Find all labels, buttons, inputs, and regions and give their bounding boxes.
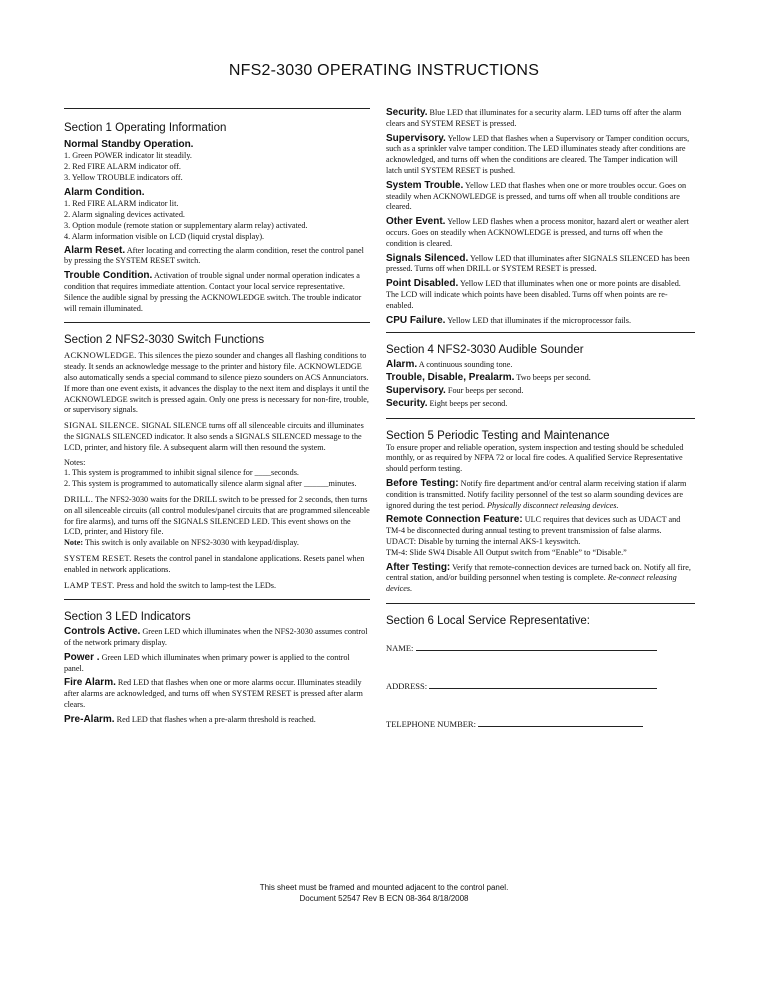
system-reset-paragraph [64,553,370,576]
telephone-blank-line[interactable] [478,718,643,727]
led-term: Security. [386,107,428,118]
system-reset-text: Resets the control panel in standalone applications. Resets panel when enabled in network applications. [64,553,365,574]
address-blank-line[interactable] [429,680,657,689]
divider [386,332,695,333]
led-term: Signals Silenced. [386,252,469,264]
divider [386,603,695,604]
left-column [64,108,370,730]
signal-silence-text: SIGNAL SILENCE turns off all silenceable circuits and illuminates the SIGNALS SILENCED indicator. It also sends a SIGNALS SILENCED message to the LCD, printer, and history file. A subsequent alarm will then resound the system. [64,421,364,452]
led-item [64,653,370,675]
after-testing-text: Verify that remote-connection devices are turned back on. Notify all fire, central station, and/or building personnel when testing is complete. [386,562,691,583]
signal-silence-term: SIGNAL SILENCE. [64,420,140,431]
drill-note [64,538,370,549]
before-testing-paragraph [386,479,695,511]
led-term: Supervisory. [386,132,446,144]
section-3-title: Section 3 LED Indicators [64,611,191,624]
list-item: 2. Red FIRE ALARM indicator off. [64,161,181,171]
alarm-reset-term: Alarm Reset. [64,244,126,256]
led-item [386,134,695,177]
led-text: Yellow LED that flashes when a Supervisory or Tamper condition occurs, such as a sprinkler valve tamper condition. The LED illuminates steady after conditions are acknowledged, and turns off when the conditions are cleared. The Tamper indication will latch until SYSTEM RESET is pushed. [386,133,690,175]
sounder-term: Trouble, Disable, Prealarm. [386,372,515,384]
address-label: ADDRESS: [386,680,428,691]
note-item: 1. This system is programmed to inhibit signal silence for ____seconds. [64,468,299,478]
sounder-text: A continuous sounding tone. [418,360,513,370]
lamp-test-text: Press and hold the switch to lamp-test the LEDs. [116,580,277,590]
alarm-reset-paragraph [64,246,370,268]
name-field[interactable] [386,642,695,654]
sounder-item [386,399,695,410]
list-item: 3. Option module (remote station or supplementary alarm relay) activated. [64,220,308,230]
led-term: Fire Alarm. [64,677,116,689]
divider [64,108,370,109]
sounder-term: Security. [386,397,428,409]
led-term: Controls Active. [64,626,141,638]
telephone-field[interactable] [386,718,695,730]
acknowledge-paragraph [64,350,370,416]
notes-label: Notes: [64,457,86,467]
acknowledge-text: This silences the piezo sounder and changes all flashing conditions to steady. It sends an acknowledge message to the printer and history file. ACKNOWLEDGE also automatically sends a special command to silence piezo sounders on ACS Annunciators. If more than one event exists, it advances the display to the next item and displays it until the ACKNOWLEDGE switch is pressed again. Only one press is necessary for non-fire, trouble, or supervisory signals. [64,351,369,415]
alarm-reset-text: After locating and correcting the alarm condition, reset the control panel by pressing the SYSTEM RESET switch. [64,245,364,266]
trouble-condition-paragraph [64,271,370,314]
led-item [64,627,370,649]
trouble-condition-term: Trouble Condition. [64,270,153,282]
footer [0,882,768,904]
udact-line: UDACT: Disable by turning the internal AKS-1 keyswitch. [386,536,581,546]
led-item [64,715,370,726]
led-text: Yellow LED that flashes when one or more troubles occur. Goes on steadily when ACKNOWLEDGE is pressed, and turns off when all trouble conditions are cleared. [386,180,687,212]
led-item [386,316,695,327]
led-item [386,254,695,276]
drill-paragraph [64,494,370,538]
testing-intro: To ensure proper and reliable operation, system inspection and testing should be scheduled monthly, or as required by NFPA 72 or local fire codes. A qualified Service Representative should perform testing. [386,442,684,474]
footer-line-1: This sheet must be framed and mounted adjacent to the control panel. [259,883,509,892]
divider [64,322,370,323]
signal-silence-paragraph [64,420,370,453]
footer-line-2: Document 52547 Rev B ECN 08-364 8/18/2008 [299,894,469,903]
led-term: Other Event. [386,216,446,228]
led-text: Green LED which illuminates when the NFS2-3030 assumes control of the network primary display. [64,627,368,648]
note-item: 2. This system is programmed to automatically silence alarm signal after ______minutes. [64,479,357,489]
before-testing-term: Before Testing: [386,477,459,489]
sounder-term: Alarm. [386,359,418,371]
name-blank-line[interactable] [416,642,657,651]
list-item: 4. Alarm information visible on LCD (liquid crystal display). [64,231,265,241]
led-text: Red LED that flashes when a pre-alarm threshold is reached. [116,714,316,724]
before-testing-text: Notify fire department and/or central alarm receiving station if alarm condition is transmitted. Notify facility personnel of the test so alarm sounding devices are ignored during the test period. [386,478,687,510]
led-term: Pre-Alarm. [64,713,115,725]
remote-connection-term: Remote Connection Feature: [386,514,523,526]
drill-note-label: Note: [64,538,84,548]
led-item [64,678,370,710]
telephone-label: TELEPHONE NUMBER: [386,718,476,729]
list-item: 2. Alarm signaling devices activated. [64,210,185,220]
drill-text: The NFS2-3030 waits for the DRILL switch to be pressed for 2 seconds, then turns on all silenceable circuits (all control modules/panel circuits that are programmed silenceable for fire alarms), and turns off the SIGNALS SILENCED LED. This event shows on the LCD, printer, and History file. [64,494,370,537]
led-item [386,181,695,213]
trouble-condition-text: Activation of trouble signal under normal operation indicates a condition that requires immediate attention. Contact your local service representative. Silence the audible signal by pressing the ACKNOWLEDGE switch. The trouble indicator will remain illuminated. [64,271,362,313]
led-text: Green LED which illuminates when primary power is applied to the control panel. [64,652,350,673]
led-text: Yellow LED that illuminates when one or more points are disabled. The LCD will indicate which points have been disabled. Turns off when points are re-enabled. [386,279,681,310]
led-text: Blue LED that illuminates for a security alarm. LED turns off after the alarm clears and SYSTEM RESET is pressed. [386,108,682,128]
after-testing-term: After Testing: [386,561,451,573]
section-2-title: Section 2 NFS2-3030 Switch Functions [64,334,265,347]
led-term: Power . [64,651,100,663]
drill-term: DRILL. [64,493,94,504]
led-item [386,217,695,249]
section-6-title: Section 6 Local Service Representative: [386,614,590,627]
address-field[interactable] [386,680,695,692]
led-text: Yellow LED that illuminates if the microprocessor fails. [447,315,632,325]
led-item [386,108,695,130]
sounder-item [386,360,695,371]
lamp-test-term: LAMP TEST. [64,579,115,590]
section-5-title: Section 5 Periodic Testing and Maintenance [386,429,610,442]
normal-standby-heading: Normal Standby Operation. [64,139,194,150]
sounder-text: Two beeps per second. [516,373,591,383]
list-item: 1. Green POWER indicator lit steadily. [64,151,192,160]
section-1-title: Section 1 Operating Information [64,122,227,134]
after-testing-italic: Re-connect releasing devices. [386,573,677,594]
divider [386,418,695,419]
led-text: Yellow LED that illuminates after SIGNALS SILENCED has been pressed. Turns off when DRILL or SYSTEM RESET is pressed. [386,253,690,274]
name-label: NAME: [386,642,414,653]
led-term: Point Disabled. [386,278,459,290]
drill-note-text: This switch is only available on NFS2-3030 with keypad/display. [85,538,299,548]
led-term: System Trouble. [386,179,464,191]
sounder-item [386,373,695,384]
before-testing-italic: Physically disconnect releasing devices. [486,500,619,510]
after-testing-paragraph [386,563,695,595]
sounder-term: Supervisory. [386,384,446,396]
remote-connection-text: ULC requires that devices such as UDACT and TM-4 be disconnected during annual testing to prevent transmission of false alarms. [386,515,681,536]
sounder-text: Eight beeps per second. [429,398,508,408]
sounder-item [386,386,695,397]
list-item: 1. Red FIRE ALARM indicator lit. [64,199,179,209]
alarm-condition-heading: Alarm Condition. [64,187,145,199]
led-item [386,279,695,311]
page-title: NFS2-3030 OPERATING INSTRUCTIONS [228,62,540,79]
list-item: 3. Yellow TROUBLE indicators off. [64,172,183,182]
right-column [386,108,695,756]
led-term: CPU Failure. [386,314,446,326]
sounder-text: Four beeps per second. [447,385,524,395]
led-text: Red LED that flashes when one or more alarms occur. Illuminates steadily after alarms are acknowledged, and turns off when SYSTEM RESET is pressed after alarm clears. [64,678,363,710]
lamp-test-paragraph [64,580,370,592]
section-4-title: Section 4 NFS2-3030 Audible Sounder [386,344,584,357]
remote-connection-paragraph [386,515,695,537]
tm4-line: TM-4: Slide SW4 Disable All Output switch from “Enable” to “Disable.” [386,547,627,557]
divider [64,599,370,600]
led-text: Yellow LED flashes when a process monitor, hazard alert or weather alert occurs. Goes on steadily when ACKNOWLEDGE is pressed, and turns off when the condition is cleared. [386,217,689,248]
acknowledge-term: ACKNOWLEDGE. [64,350,137,361]
system-reset-term: SYSTEM RESET. [64,552,132,563]
